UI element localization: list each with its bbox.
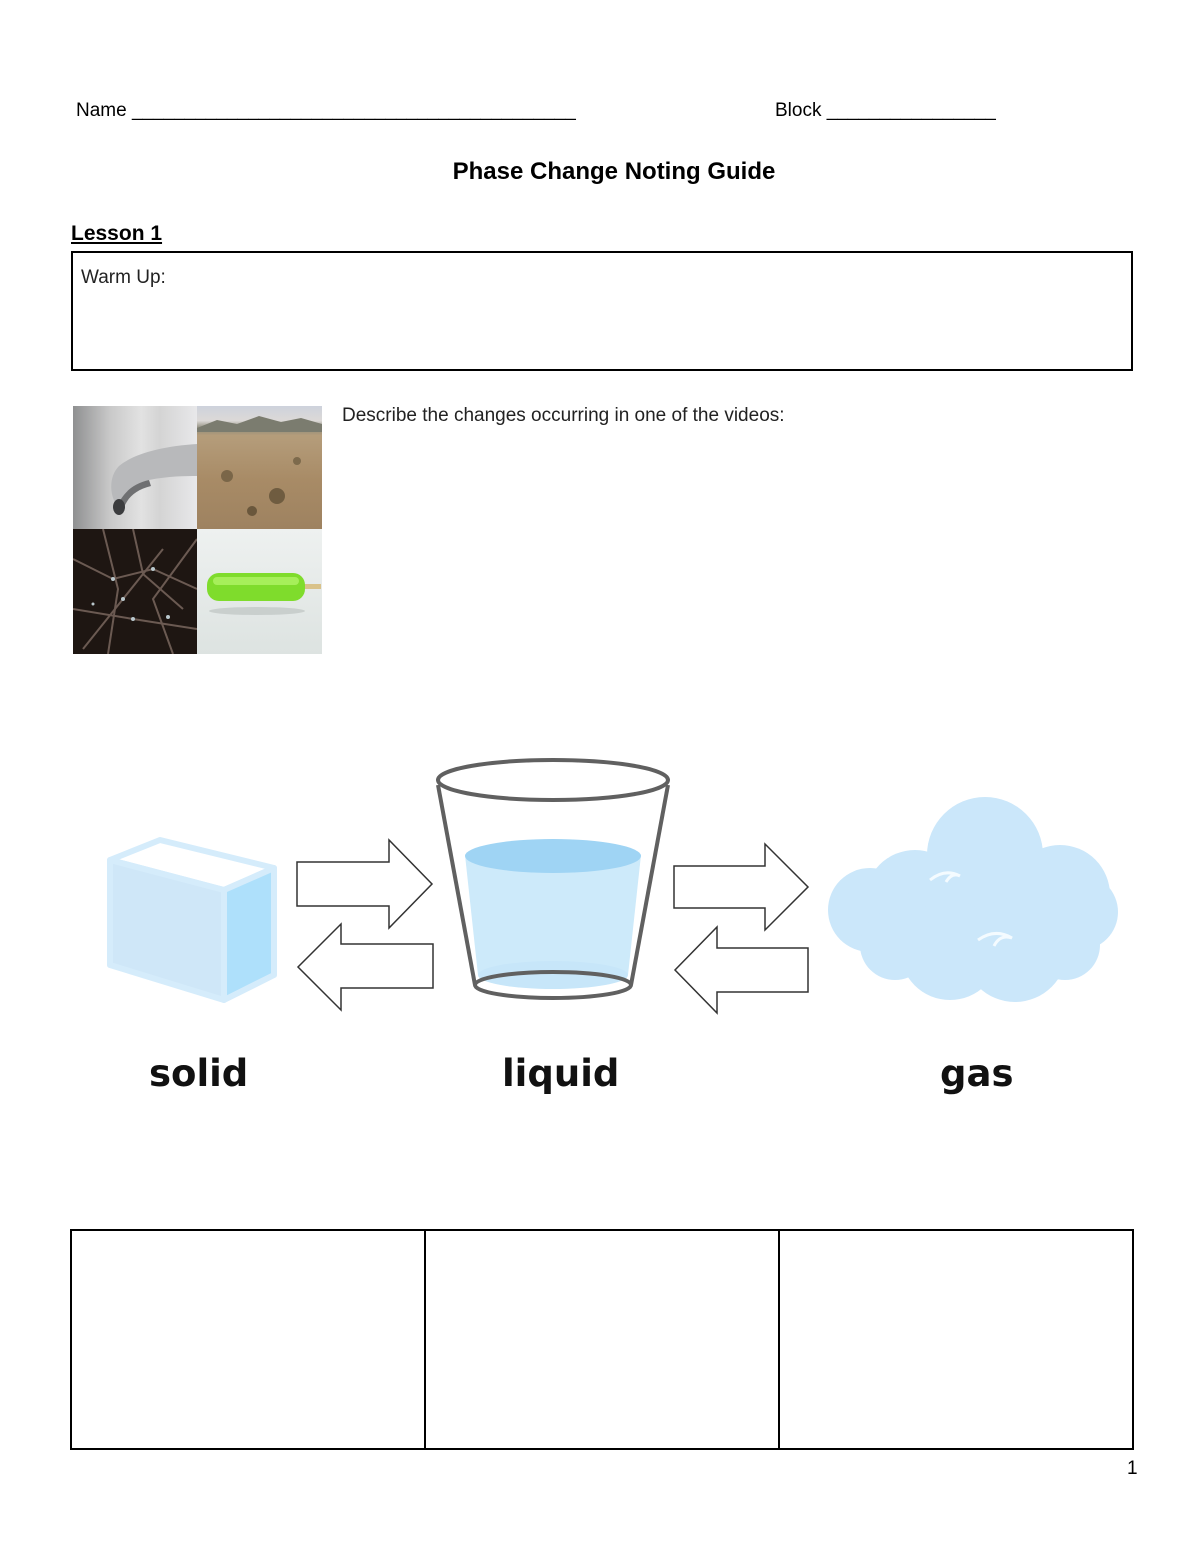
- arrow-left-icon: [298, 924, 433, 1010]
- page-title: Phase Change Noting Guide: [452, 158, 776, 185]
- video-thumbnail-grid: [73, 406, 322, 654]
- block-blank[interactable]: ________________: [826, 100, 996, 121]
- gas-notes-cell[interactable]: [779, 1230, 1133, 1449]
- frosty-branches-photo: [73, 529, 197, 654]
- warm-up-label: Warm Up:: [81, 267, 166, 288]
- arrow-left-icon: [675, 927, 808, 1013]
- kettle-spout-photo: [73, 406, 197, 529]
- lesson-heading: Lesson 1: [71, 222, 163, 245]
- solid-notes-cell[interactable]: [71, 1230, 425, 1449]
- water-glass-icon: [438, 760, 668, 998]
- green-popsicle-photo: [197, 529, 322, 654]
- dry-desert-photo: [197, 406, 322, 529]
- video-description-prompt: Describe the changes occurring in one of the videos:: [342, 405, 785, 426]
- page-number: 1: [1127, 1458, 1138, 1479]
- name-field: [76, 100, 576, 122]
- cloud-icon: [828, 797, 1118, 1002]
- warm-up-box[interactable]: [71, 251, 1133, 371]
- block-label: Block: [775, 100, 822, 121]
- liquid-label: liquid: [502, 1052, 620, 1095]
- solid-label: solid: [149, 1052, 249, 1095]
- phase-change-diagram: [0, 740, 1200, 1030]
- liquid-notes-cell[interactable]: [425, 1230, 779, 1449]
- arrow-right-icon: [674, 844, 808, 930]
- arrow-right-icon: [297, 840, 432, 928]
- notes-table: [70, 1229, 1134, 1450]
- block-field: [775, 100, 996, 122]
- ice-cube-icon: [110, 840, 274, 1000]
- gas-label: gas: [940, 1052, 1014, 1095]
- name-blank[interactable]: __________________________________________: [131, 100, 576, 121]
- name-label: Name: [76, 100, 127, 121]
